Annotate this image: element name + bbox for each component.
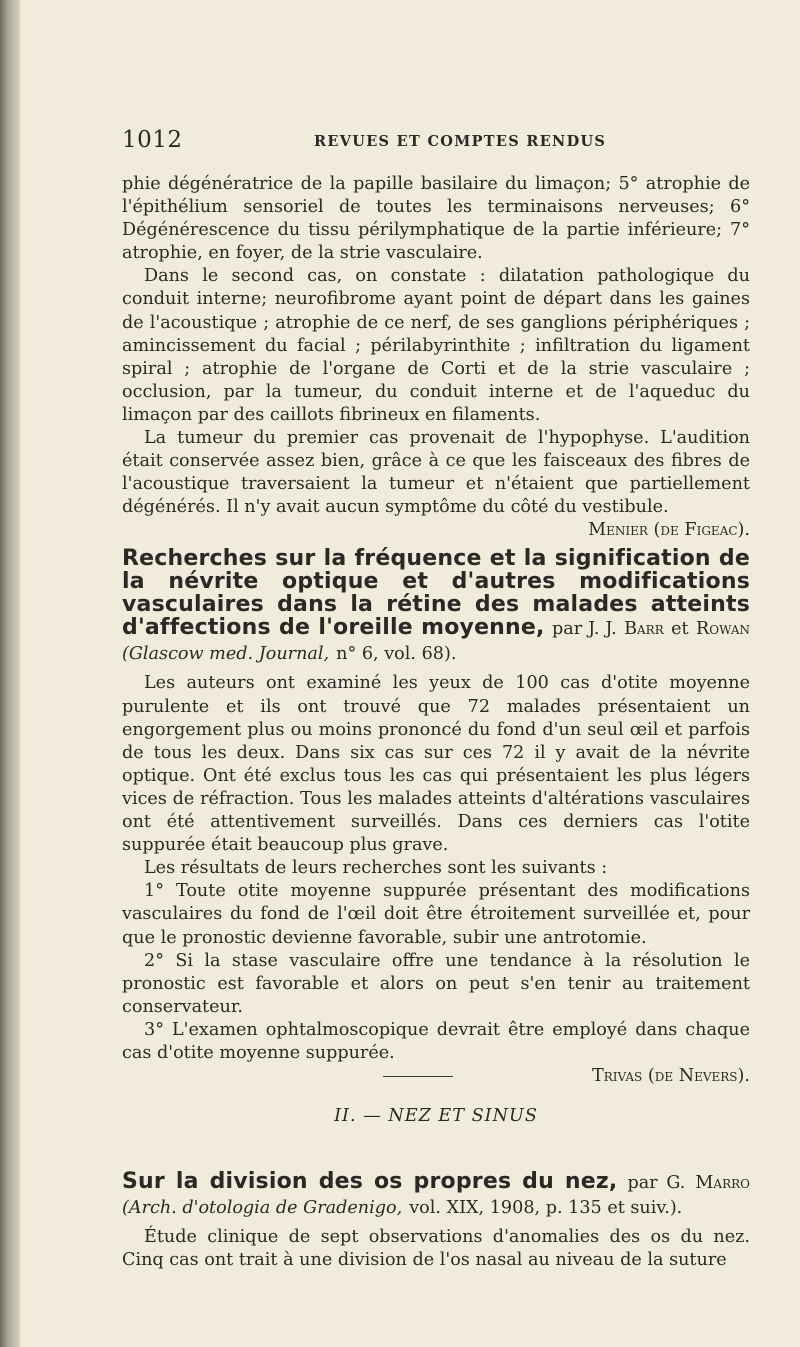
- book-binding-shadow: [0, 0, 20, 1347]
- author-name: Rowan: [696, 619, 750, 640]
- article-heading: [122, 547, 750, 666]
- article-continuation: [122, 173, 750, 543]
- article-optic-neuritis: [122, 547, 750, 1088]
- section-heading: II. — NEZ ET SINUS: [334, 1106, 538, 1126]
- signature: Trivas (de Nevers).: [592, 1066, 750, 1087]
- journal-issue: vol. XIX, 1908, p. 135 et suiv.).: [409, 1198, 683, 1219]
- paragraph: 3° L'examen ophtalmoscopique devrait être employé dans chaque cas d'otite moyenne suppurée.: [122, 1019, 750, 1063]
- page-header: [122, 127, 750, 157]
- paragraph: Étude clinique de sept observations d'anomalies des os du nez. Cinq cas ont trait à une division de l'os nasal au niveau de la suture: [122, 1227, 750, 1271]
- paragraph: La tumeur du premier cas provenait de l'hypophyse. L'audition était conservée assez bien, grâce à ce que les faisceaux des fibres de l'acoustique traversaient la tumeur et n'étaient que partiellement dégénérés. Il n'y avait aucun symptôme du côté du vestibule.: [122, 428, 750, 518]
- paragraph: Dans le second cas, on constate : dilatation pathologique du conduit interne; neurofibrome ayant point de départ dans les gaines de l'acoustique ; atrophie de ce nerf, de ses ganglions périphériques ; amincissement du facial ; périlabyrinthite ; infiltration du ligament spiral ; atrophie de l'organe de Corti et de la strie vasculaire ; occlusion, par la tumeur, du conduit interne et de l'aqueduc du limaçon par des caillots fibrineux en filaments.: [122, 266, 750, 425]
- signature: Menier (de Figeac).: [588, 520, 750, 541]
- article-by: par J. J.: [551, 619, 617, 640]
- author-name: Marro: [695, 1173, 750, 1193]
- paragraph: Les résultats de leurs recherches sont les suivants :: [144, 858, 608, 879]
- article-heading: [122, 1170, 750, 1220]
- paragraph: phie dégénératrice de la papille basilaire du limaçon; 5° atrophie de l'épithélium sensoriel de toutes les terminaisons nerveuses; 6° Dégénérescence du tissu périlymphatique de la partie inférieure; 7° atrophie, en foyer, de la strie vasculaire.: [122, 174, 750, 264]
- conjunction: et: [671, 619, 689, 640]
- section-divider: [383, 1076, 453, 1077]
- article-title: Sur la division des os propres du nez,: [122, 1169, 618, 1194]
- page-number: 1012: [122, 127, 183, 153]
- journal-name: (Arch. d'otologia de Gradenigo,: [122, 1198, 403, 1219]
- journal-issue: n° 6, vol. 68).: [336, 644, 457, 665]
- paragraph: 1° Toute otite moyenne suppurée présentant des modifications vasculaires du fond de l'œil doit être étroitement surveillée et, pour que le pronostic devienne favorable, subir une antrotomie.: [122, 881, 750, 948]
- article-by: par G.: [627, 1173, 686, 1193]
- journal-name: (Glascow med. Journal,: [122, 644, 330, 665]
- paragraph: Les auteurs ont examiné les yeux de 100 cas d'otite moyenne purulente et ils ont trouvé que 72 malades présentaient un engorgement plus ou moins prononcé du fond d'un seul œil et parfois de tous les deux. Dans six cas sur ces 72 il y avait de la névrite optique. Ont été exclus tous les cas qui présentaient les plus légers vices de réfraction. Tous les malades atteints d'altérations vasculaires ont été attentivement surveillés. Dans ces derniers cas l'otite suppurée était beaucoup plus grave.: [122, 673, 750, 856]
- author-name: Barr: [624, 619, 664, 640]
- article-title: Recherches sur la fréquence et la signification de la névrite optique et d'autres modifications vasculaires dans la rétine des malades atteints d'affections de l'oreille moyenne,: [122, 546, 750, 641]
- article-nasal-bones: [122, 1170, 750, 1272]
- running-title: REVUES ET COMPTES RENDUS: [314, 133, 607, 150]
- paragraph: 2° Si la stase vasculaire offre une tendance à la résolution le pronostic est favorable et alors on peut s'en tenir au traitement conservateur.: [122, 950, 750, 1017]
